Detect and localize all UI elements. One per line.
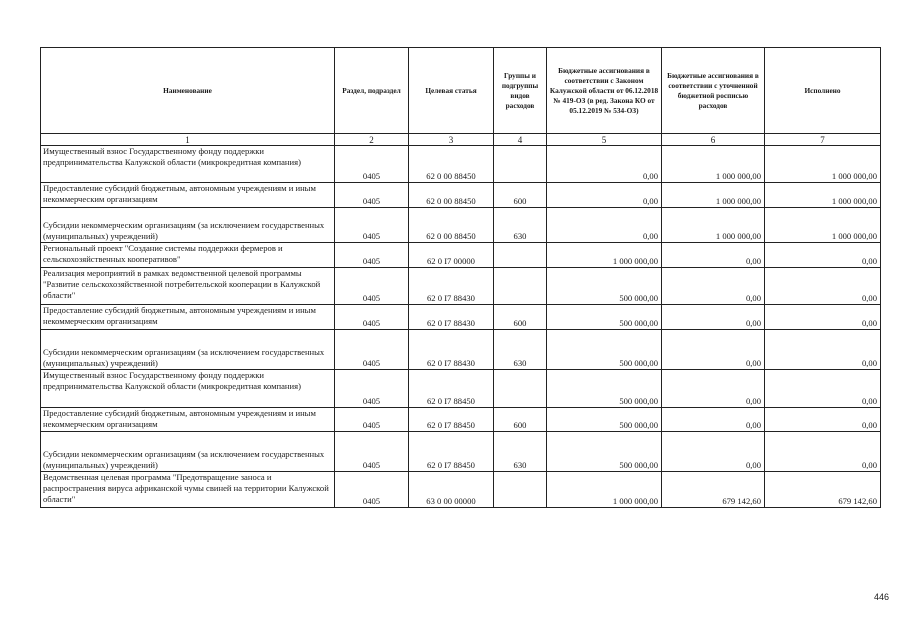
- header-section: Раздел, подраздел: [335, 48, 409, 134]
- row-budget-law: 500 000,00: [547, 408, 662, 432]
- column-number: 6: [662, 134, 765, 146]
- row-name: Имущественный взнос Государственному фонду поддержки предпринимательства Калужской области (микрокредитная компания): [41, 146, 335, 183]
- row-group: [494, 472, 547, 508]
- row-section: 0405: [335, 146, 409, 183]
- row-group: [494, 370, 547, 408]
- row-executed: 0,00: [765, 408, 881, 432]
- table-row: [41, 305, 881, 330]
- row-name: Предоставление субсидий бюджетным, автономным учреждениям и иным некоммерческим организациям: [41, 305, 335, 330]
- column-number: 4: [494, 134, 547, 146]
- column-number: 3: [409, 134, 494, 146]
- table-row: [41, 183, 881, 208]
- table-row: [41, 330, 881, 370]
- budget-table: [40, 47, 881, 508]
- row-article: 62 0 I7 88430: [409, 305, 494, 330]
- row-executed: 0,00: [765, 305, 881, 330]
- row-section: 0405: [335, 408, 409, 432]
- row-name: Субсидии некоммерческим организациям (за исключением государственных (муниципальных) учреждений): [41, 330, 335, 370]
- row-executed: 0,00: [765, 330, 881, 370]
- row-budget-revised: 0,00: [662, 408, 765, 432]
- row-name: Ведомственная целевая программа "Предотвращение заноса и распространения вируса африканской чумы свиней на территории Калужской области": [41, 472, 335, 508]
- header-budget-revised: Бюджетные ассигнования в соответствии с уточненной бюджетной росписью расходов: [662, 48, 765, 134]
- header-article: Целевая статья: [409, 48, 494, 134]
- row-article: 62 0 I7 88450: [409, 432, 494, 472]
- row-section: 0405: [335, 183, 409, 208]
- table-row: [41, 408, 881, 432]
- row-name: Субсидии некоммерческим организациям (за исключением государственных (муниципальных) учреждений): [41, 208, 335, 243]
- column-number-row: [41, 134, 881, 146]
- row-group: [494, 146, 547, 183]
- row-budget-revised: 1 000 000,00: [662, 208, 765, 243]
- row-article: 62 0 I7 88450: [409, 408, 494, 432]
- row-executed: 0,00: [765, 432, 881, 472]
- row-budget-revised: 0,00: [662, 268, 765, 305]
- row-article: 62 0 I7 00000: [409, 243, 494, 268]
- row-executed: 1 000 000,00: [765, 183, 881, 208]
- row-section: 0405: [335, 305, 409, 330]
- column-number: 2: [335, 134, 409, 146]
- row-group: [494, 243, 547, 268]
- row-budget-law: 0,00: [547, 208, 662, 243]
- row-section: 0405: [335, 432, 409, 472]
- row-budget-law: 1 000 000,00: [547, 472, 662, 508]
- row-name: Предоставление субсидий бюджетным, автономным учреждениям и иным некоммерческим организациям: [41, 183, 335, 208]
- row-section: 0405: [335, 243, 409, 268]
- row-section: 0405: [335, 208, 409, 243]
- row-article: 62 0 I7 88430: [409, 268, 494, 305]
- row-executed: 0,00: [765, 268, 881, 305]
- row-article: 63 0 00 00000: [409, 472, 494, 508]
- column-number: 7: [765, 134, 881, 146]
- table-row: [41, 146, 881, 183]
- header-group: Группы и подгруппы видов расходов: [494, 48, 547, 134]
- row-budget-revised: 1 000 000,00: [662, 183, 765, 208]
- row-budget-law: 500 000,00: [547, 432, 662, 472]
- row-executed: 0,00: [765, 370, 881, 408]
- row-executed: 0,00: [765, 243, 881, 268]
- row-article: 62 0 I7 88430: [409, 330, 494, 370]
- row-group: 630: [494, 208, 547, 243]
- table-row: [41, 432, 881, 472]
- table-row: [41, 472, 881, 508]
- row-group: 630: [494, 432, 547, 472]
- table-row: [41, 268, 881, 305]
- column-number: 1: [41, 134, 335, 146]
- header-budget-law: Бюджетные ассигнования в соответствии с Законом Калужской области от 06.12.2018 № 419-ОЗ (в ред. Закона КО от 05.12.2019 № 534-ОЗ): [547, 48, 662, 134]
- row-budget-revised: 0,00: [662, 370, 765, 408]
- row-executed: 679 142,60: [765, 472, 881, 508]
- row-name: Реализация мероприятий в рамках ведомственной целевой программы "Развитие сельскохозяйственной потребительской кооперации в Калужской области": [41, 268, 335, 305]
- row-budget-revised: 0,00: [662, 432, 765, 472]
- row-name: Предоставление субсидий бюджетным, автономным учреждениям и иным некоммерческим организациям: [41, 408, 335, 432]
- row-section: 0405: [335, 268, 409, 305]
- row-budget-law: 1 000 000,00: [547, 243, 662, 268]
- row-article: 62 0 I7 88450: [409, 370, 494, 408]
- row-budget-law: 500 000,00: [547, 268, 662, 305]
- row-section: 0405: [335, 330, 409, 370]
- table-row: [41, 243, 881, 268]
- header-executed: Исполнено: [765, 48, 881, 134]
- header-row: [41, 48, 881, 134]
- row-budget-law: 500 000,00: [547, 370, 662, 408]
- header-name: Наименование: [41, 48, 335, 134]
- row-section: 0405: [335, 370, 409, 408]
- row-group: 600: [494, 305, 547, 330]
- table-row: [41, 208, 881, 243]
- row-article: 62 0 00 88450: [409, 208, 494, 243]
- page-number: 446: [873, 592, 889, 602]
- row-budget-revised: 0,00: [662, 305, 765, 330]
- row-group: 600: [494, 183, 547, 208]
- row-name: Имущественный взнос Государственному фонду поддержки предпринимательства Калужской области (микрокредитная компания): [41, 370, 335, 408]
- column-number: 5: [547, 134, 662, 146]
- row-budget-law: 0,00: [547, 183, 662, 208]
- row-budget-revised: 0,00: [662, 243, 765, 268]
- row-executed: 1 000 000,00: [765, 208, 881, 243]
- row-executed: 1 000 000,00: [765, 146, 881, 183]
- row-name: Региональный проект "Создание системы поддержки фермеров и сельскохозяйственных кооперативов": [41, 243, 335, 268]
- row-budget-revised: 0,00: [662, 330, 765, 370]
- row-budget-revised: 1 000 000,00: [662, 146, 765, 183]
- row-group: 600: [494, 408, 547, 432]
- row-name: Субсидии некоммерческим организациям (за исключением государственных (муниципальных) учреждений): [41, 432, 335, 472]
- row-group: 630: [494, 330, 547, 370]
- row-budget-revised: 679 142,60: [662, 472, 765, 508]
- row-budget-law: 0,00: [547, 146, 662, 183]
- row-article: 62 0 00 88450: [409, 146, 494, 183]
- row-budget-law: 500 000,00: [547, 305, 662, 330]
- row-budget-law: 500 000,00: [547, 330, 662, 370]
- row-group: [494, 268, 547, 305]
- row-article: 62 0 00 88450: [409, 183, 494, 208]
- row-section: 0405: [335, 472, 409, 508]
- table-row: [41, 370, 881, 408]
